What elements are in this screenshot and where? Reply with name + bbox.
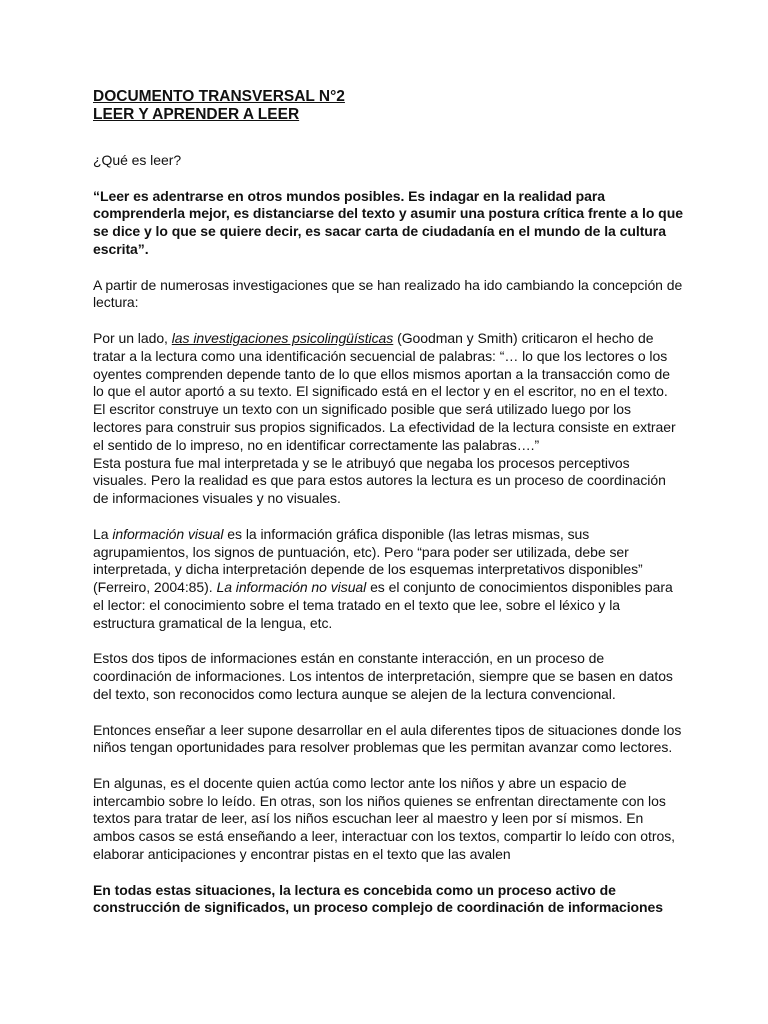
psycholinguistic-link[interactable]: las investigaciones psicolingüísticas bbox=[171, 329, 394, 346]
document-title-line-2: LEER Y APRENDER A LEER bbox=[93, 106, 300, 123]
paragraph-postura: Esta postura fue mal interpretada y se le atribuyó que negaba los procesos perceptivos visuales. Pero la realidad es que para estos autores la lectura es un proceso de coordinación de informaciones visuales y no visuales. bbox=[93, 454, 666, 507]
p2-text-e: es el conjunto de conocimientos disponibles para el lector: el conocimiento sobre el tema tratado en el texto que lee, sobre el léxico y la estructura gramatical de la lengua, etc. bbox=[93, 579, 673, 631]
document-title-line-1: DOCUMENTO TRANSVERSAL N°2 bbox=[93, 88, 345, 105]
document-page bbox=[93, 88, 683, 917]
paragraph-psycholinguistic bbox=[93, 330, 683, 455]
question-heading: ¿Qué es leer? bbox=[93, 152, 182, 168]
non-visual-info-term: La información no visual bbox=[216, 579, 367, 596]
paragraph-teaching: Entonces enseñar a leer supone desarrollar en el aula diferentes tipos de situaciones donde los niños tengan oportunidades para resolver problemas que les permitan avanzar como lectores. bbox=[93, 721, 682, 756]
quote-paragraph: “Leer es adentrarse en otros mundos posibles. Es indagar en la realidad para comprenderla mejor, es distanciarse del texto y asumir una postura crítica frente a lo que se dice y lo que se quiere decir, es sacar carta de ciudadanía en el mundo de la cultura escrita”. bbox=[93, 187, 683, 257]
p1-text-a: Por un lado, bbox=[93, 329, 172, 346]
intro-paragraph: A partir de numerosas investigaciones que se han realizado ha ido cambiando la concepción de lectura: bbox=[93, 276, 683, 311]
visual-info-term: información visual bbox=[112, 525, 224, 542]
paragraph-situations: En algunas, es el docente quien actúa como lector ante los niños y abre un espacio de intercambio sobre lo leído. En otras, son los niños quienes se enfrentan directamente con los textos para tratar de leer, así los niños escuchan leer al maestro y leen por sí mismos. En ambos casos se está enseñando a leer, interactuar con los textos, compartir lo leído con otros, elaborar anticipaciones y encontrar pistas en el texto que las avalen bbox=[93, 774, 676, 863]
p2-text-c: es la información gráfica disponible (las letras mismas, sus agrupamientos, los signos de puntuación, etc). Pero “para poder ser utilizada, debe ser interpretada, y dicha interpretación depende de los esquemas interpretativos disponibles” (Ferreiro, 2004:85). bbox=[93, 525, 643, 596]
p1-text-c: (Goodman y Smith) criticaron el hecho de tratar a la lectura como una identificación secuencial de palabras: “… lo que los lectores o los oyentes comprenden depende tanto de lo que ellos mismos aportan a la transacción como de lo que el autor aportó a su texto. El significado está en el lector y en el escritor, no en el texto. El escritor construye un texto con un significado posible que será utilizado luego por los lectores para construir sus propios significados. La efectividad de la lectura consiste en extraer el sentido de lo impreso, no en identificar correctamente las palabras….” bbox=[93, 329, 676, 453]
paragraph-visual-information bbox=[93, 526, 683, 633]
closing-paragraph: En todas estas situaciones, la lectura es concebida como un proceso activo de construcción de significados, un proceso complejo de coordinación de informaciones bbox=[93, 881, 664, 916]
paragraph-interaction: Estos dos tipos de informaciones están en constante interacción, en un proceso de coordinación de informaciones. Los intentos de interpretación, siempre que se basen en datos del texto, son reconocidos como lectura aunque se alejen de la lectura convencional. bbox=[93, 650, 673, 702]
p2-text-a: La bbox=[93, 525, 113, 542]
